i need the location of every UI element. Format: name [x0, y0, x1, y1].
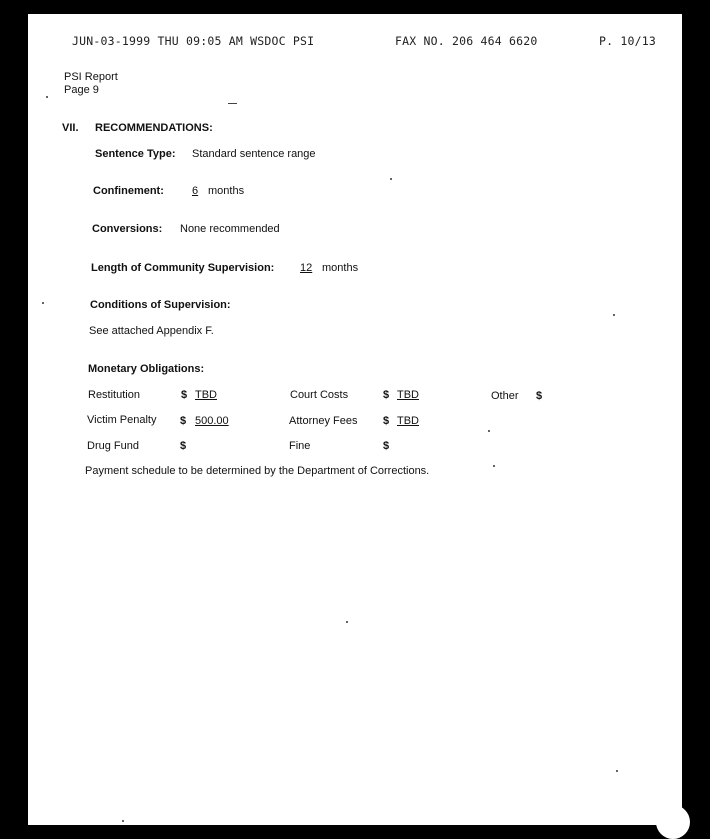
victim-penalty-currency: $	[180, 415, 187, 427]
sentence-type-value: Standard sentence range	[192, 148, 316, 160]
sentence-type-label: Sentence Type:	[95, 148, 176, 160]
confinement-unit: months	[208, 185, 245, 197]
community-supervision-value: 12	[300, 262, 313, 274]
court-costs-currency: $	[383, 389, 390, 401]
community-supervision-label: Length of Community Supervision:	[91, 262, 275, 274]
scan-speck	[46, 96, 48, 98]
other-label: Other	[491, 390, 519, 402]
restitution-value: TBD	[195, 389, 217, 401]
community-supervision-unit: months	[322, 262, 359, 274]
restitution-currency: $	[181, 389, 188, 401]
drug-fund-currency: $	[180, 440, 187, 452]
fine-label: Fine	[289, 440, 311, 452]
victim-penalty-value: 500.00	[195, 415, 229, 427]
document-page	[28, 14, 682, 825]
attorney-fees-value: TBD	[397, 415, 419, 427]
fax-date-sender: JUN-03-1999 THU 09:05 AM WSDOC PSI	[72, 34, 315, 48]
court-costs-label: Court Costs	[290, 389, 349, 401]
conversions-value: None recommended	[180, 223, 280, 235]
victim-penalty-label: Victim Penalty	[87, 414, 157, 426]
scan-speck	[616, 770, 618, 772]
confinement-value: 6	[192, 185, 199, 197]
report-title: PSI Report	[64, 71, 118, 83]
monetary-heading: Monetary Obligations:	[88, 363, 205, 375]
court-costs-value: TBD	[397, 389, 419, 401]
restitution-label: Restitution	[88, 389, 140, 401]
scan-speck	[228, 103, 237, 104]
attorney-fees-label: Attorney Fees	[289, 415, 358, 427]
fax-page-number: P. 10/13	[599, 34, 656, 48]
scan-speck	[613, 314, 615, 316]
section-number: VII.	[62, 122, 79, 134]
scan-speck	[122, 820, 124, 822]
conversions-label: Conversions:	[92, 223, 163, 235]
other-currency: $	[536, 390, 543, 402]
fax-number: FAX NO. 206 464 6620	[395, 34, 538, 48]
report-page: Page 9	[64, 84, 99, 96]
page-corner-mark	[656, 805, 690, 839]
scan-speck	[42, 302, 44, 304]
section-heading: RECOMMENDATIONS:	[95, 122, 213, 134]
attorney-fees-currency: $	[383, 415, 390, 427]
scan-speck	[488, 430, 490, 432]
payment-schedule-note: Payment schedule to be determined by the Department of Corrections.	[85, 465, 430, 477]
conditions-label: Conditions of Supervision:	[90, 299, 231, 311]
drug-fund-label: Drug Fund	[87, 440, 139, 452]
conditions-text: See attached Appendix F.	[89, 325, 214, 337]
fax-header	[28, 34, 682, 50]
fine-currency: $	[383, 440, 390, 452]
scan-speck	[493, 465, 495, 467]
scan-speck	[390, 178, 392, 180]
confinement-label: Confinement:	[93, 185, 164, 197]
scan-speck	[346, 621, 348, 623]
